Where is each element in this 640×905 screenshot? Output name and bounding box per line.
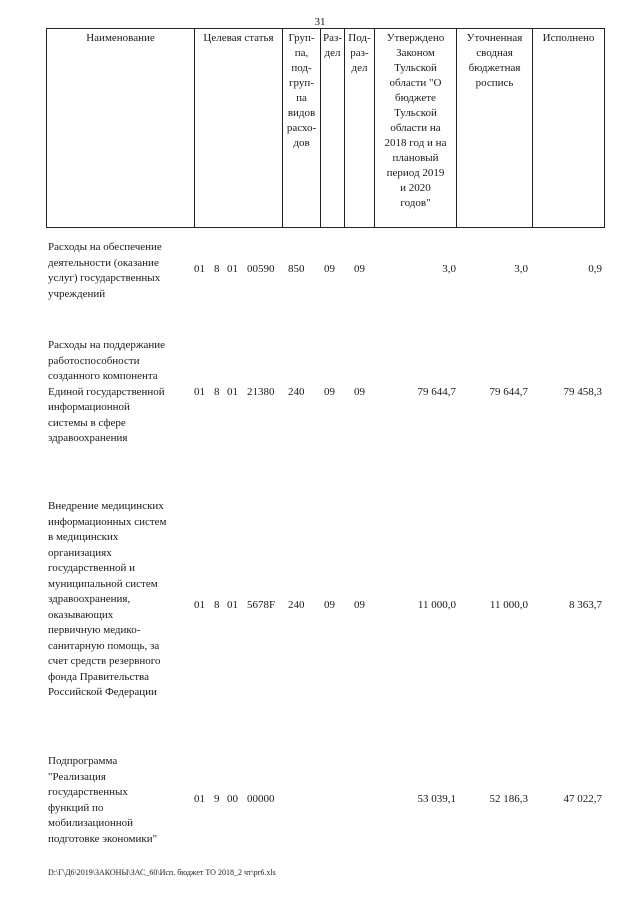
section: 09 — [324, 386, 335, 398]
expense-group: 240 — [288, 386, 305, 398]
target-code-subprogram: 8 — [214, 263, 220, 275]
target-code-program: 01 — [194, 599, 205, 611]
target-code-subprogram: 8 — [214, 386, 220, 398]
target-code-subprogram: 8 — [214, 599, 220, 611]
subsection: 09 — [354, 599, 365, 611]
target-code-activity: 01 — [227, 263, 238, 275]
subsection: 09 — [354, 263, 365, 275]
target-code-direction: 21380 — [247, 386, 275, 398]
refined-amount: 79 644,7 — [489, 386, 528, 398]
target-code-activity: 01 — [227, 599, 238, 611]
subsection: 09 — [354, 386, 365, 398]
executed-amount: 79 458,3 — [563, 386, 602, 398]
page-number: 31 — [314, 16, 326, 28]
approved-amount: 79 644,7 — [417, 386, 456, 398]
target-code-activity: 01 — [227, 386, 238, 398]
column-header-expense-group: Груп- па, под- груп- па видов расхо- дов — [283, 29, 321, 228]
refined-amount: 11 000,0 — [489, 599, 528, 611]
target-code-direction: 5678F — [247, 599, 276, 611]
refined-amount: 3,0 — [514, 263, 528, 275]
target-code-direction: 00000 — [247, 793, 275, 805]
column-header-target-article: Целевая статья — [195, 29, 283, 228]
column-header-executed: Исполнено — [533, 29, 605, 228]
row-name: Подпрограмма "Реализация государственных функций по мобилизационной подготовке экономики" — [48, 755, 158, 845]
row-name: Расходы на поддержание работоспособности созданного компонента Единой государственной информационной системы в сфере здравоохранения — [48, 339, 166, 444]
column-header-approved: Утверждено Законом Тульской области "О бюджете Тульской области на 2018 год и на плановый период 2019 и 2020 годов" — [375, 29, 457, 228]
approved-amount: 11 000,0 — [417, 599, 456, 611]
approved-amount: 53 039,1 — [417, 793, 456, 805]
row-name: Внедрение медицинских информационных систем в медицинских организациях государственной и муниципальной систем здравоохранения, оказывающих первичную медико- санитарную помощь, за счет средств резервного фонда Правительства Российской Федерации — [48, 500, 167, 698]
table-header — [46, 28, 605, 228]
column-header-subsection: Под- раз- дел — [345, 29, 375, 228]
executed-amount: 8 363,7 — [569, 599, 602, 611]
column-header-name: Наименование — [47, 29, 195, 228]
column-header-section: Раз- дел — [321, 29, 345, 228]
column-header-refined: Уточненная сводная бюджетная роспись — [457, 29, 533, 228]
refined-amount: 52 186,3 — [489, 793, 528, 805]
target-code-subprogram: 9 — [214, 793, 220, 805]
target-code-program: 01 — [194, 263, 205, 275]
target-code-program: 01 — [194, 793, 205, 805]
executed-amount: 0,9 — [588, 263, 602, 275]
executed-amount: 47 022,7 — [563, 793, 602, 805]
target-code-program: 01 — [194, 386, 205, 398]
expense-group: 850 — [288, 263, 305, 275]
approved-amount: 3,0 — [442, 263, 456, 275]
file-path-footer: D:\Г\Д6\2019\ЗАКОНЫ\ЗАС_60\Исп. бюджет ТО 2018_2 чт\pr6.xls — [48, 868, 276, 877]
section: 09 — [324, 599, 335, 611]
expense-group: 240 — [288, 599, 305, 611]
row-name: Расходы на обеспечение деятельности (оказание услуг) государственных учреждений — [48, 241, 162, 300]
target-code-activity: 00 — [227, 793, 238, 805]
section: 09 — [324, 263, 335, 275]
target-code-direction: 00590 — [247, 263, 275, 275]
